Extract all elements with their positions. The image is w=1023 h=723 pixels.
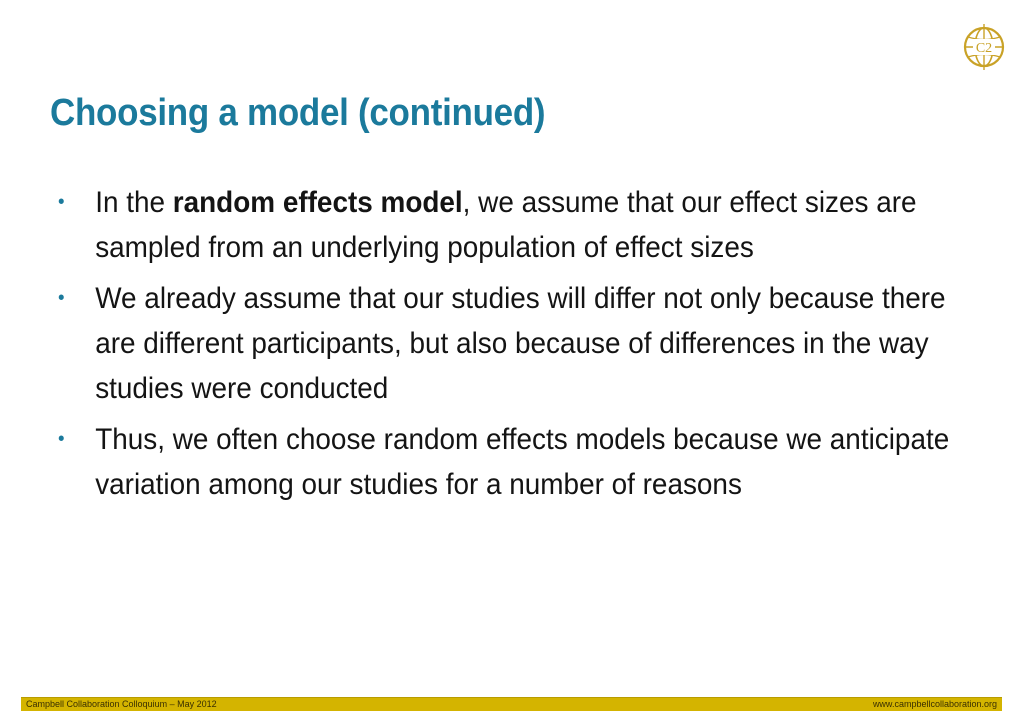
slide-title: Choosing a model (continued)	[50, 92, 546, 134]
bullet-item-3	[58, 417, 988, 507]
bullet-item-1	[58, 180, 988, 270]
bullet-dot-icon: •	[58, 287, 65, 309]
bullet-text-pre: In the	[95, 186, 173, 219]
bullet-dot-icon: •	[58, 191, 65, 213]
bullet-item-2	[58, 276, 988, 411]
bullet-text-bold: random effects model	[172, 186, 463, 219]
bullet-text: We already assume that our studies will differ not only because there are different participants, but also because of differences in the way studies were conducted	[95, 282, 946, 405]
svg-text:C2: C2	[975, 41, 993, 56]
bullet-list	[58, 180, 958, 513]
footer-bar	[21, 697, 1002, 711]
bullet-text: Thus, we often choose random effects models because we anticipate variation among our studies for a number of reasons	[95, 423, 950, 501]
bullet-text-post: , we assume that our effect sizes are sampled from an underlying population of effect sizes	[95, 186, 917, 264]
footer-event-label: Campbell Collaboration Colloquium – May 2012	[26, 699, 217, 709]
bullet-dot-icon: •	[58, 428, 65, 450]
campbell-c2-logo-icon	[959, 22, 1009, 72]
footer-website-link[interactable]: www.campbellcollaboration.org	[872, 699, 997, 709]
